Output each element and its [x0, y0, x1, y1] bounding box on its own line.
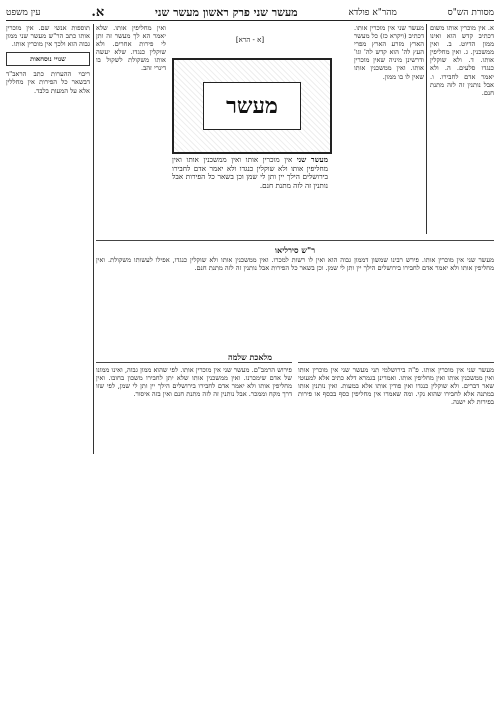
page-header — [6, 4, 494, 21]
mishna-block — [172, 156, 328, 234]
lower-right-commentary — [298, 362, 494, 712]
middle-commentary-heading: ר"ש סירליאו — [274, 245, 316, 255]
commentary-top-right — [354, 24, 424, 234]
left-margin-column — [6, 24, 94, 454]
decorative-title-frame — [172, 58, 332, 154]
lower-left-commentary — [96, 362, 292, 712]
header-left-ref: עין משפט — [6, 7, 41, 18]
lower-left-text: פירוש הרמב"ם. מעשר שני אין מוכרין אותו. לפי שהוא ממון גבוה, ואינו ממונו של אדם שימכרנו. ואין ממשכנין אותו שלא יתן לחבירו משכון בחובו. ואין מחליפין אותו ולא יאמר אדם לחבירו בירושלים הילך יין ותן לי שמן, לפי שזו דרך מקח וממכר. אבל נותנין זה לזה מתנת חנם ואין בזה איסור. — [96, 366, 292, 399]
commentary-top-left-text: ואין מחליפין אותו. שלא יאמר הא לך מעשר זה ותן לי פירות אחרים. ולא שוקלין כנגדו. שלא יעשה אותו משקולת לשקול בו דינרי זהב. — [96, 24, 166, 73]
right-margin-text: א. אין מוכרין אותו משום דכתיב קדש הוא ואינו ממון הדיוט. ב. ואין ממשכנין. ג. ואין מחליפין אותו. ד. ולא שוקלין כנגדו סלעים. ה. ולא יאמר אדם לחבירו. ו. אבל נותנין זה לזה מתנת חנם. — [430, 24, 494, 97]
title-note: [א - הרא] — [235, 36, 265, 44]
middle-commentary-text: מעשר שני אין מוכרין אותו. פירש רבינו שמשון דממון גבוה הוא ואין לו רשות למכרו. ואין ממשכנין אותו ולא שוקלין כנגדו, אפילו לעשותו משקולת. ואין מחליפין אותו ולא יאמר אדם לחבירו בירושלים הילך יין ותן לי שמן. וכן בשאר כל הפירות אבל נותנין זה לזה מתנת חנם. — [96, 256, 494, 273]
lower-right-text: מעשר שני אין מוכרין אותו. פ"ה בירושלמי תני מעשר שני אין מוכרין אותו ואין ממשכנין אותו ואין מחליפין אותו. ואמרינן בגמרא דלא כתיב אלא למעוטי שאר דברים. ולא שוקלין כנגדו ואין פודין אותו אלא במעות. ואין נותנין אותו במתנה אלא לחבירו שהוא נקי. ומה שאמרו אין מחליפין כסף בכסף או פירות בפירות לא ישנה. — [298, 366, 494, 407]
right-margin-column — [426, 24, 494, 234]
header-right-ref: מסורת הש"ס — [447, 7, 494, 18]
mishna-text: אין מוכרין אותו ואין ממשכנין אותו ואין מחליפין אותו ולא שוקלין כנגדו ולא יאמר אדם לחבירו בירושלים הילך יין ותן לי שמן וכן בשאר כל הפירות אבל נותנין זה לזה מתנת חנם. — [172, 156, 328, 190]
left-margin-top-text: תוספות אנשי שם. אין מוכרין אותו כתב הר"ש מעשר שני ממון גבוה הוא ולכך אין מוכרין אותו. — [6, 24, 90, 49]
header-center-title: מעשר שני פרק ראשון מעשר שני — [155, 5, 298, 19]
commentary-top-right-text: מעשר שני אין מוכרין אותו. דכתיב (ויקרא כז) כל מעשר הארץ מזרע הארץ מפרי העץ לה' הוא קדש לה' וגו' ודרשינן מיניה שאין מוכרין אותו. ואין ממשכנין אותו שאין לו בו ממון. — [354, 24, 424, 81]
folio-number: א. — [91, 5, 105, 20]
left-margin-bottom-text: ריבוי ההערות כתב הראב"ד דבשאר כל הפירות אין מחללין אלא על המעות בלבד. — [6, 70, 90, 95]
mishna-lead: מעשר שני — [296, 156, 328, 164]
commentary-top-left — [96, 24, 166, 234]
header-chapter: מהר"א פולדא — [348, 7, 397, 18]
lower-section-heading: מלאכת שלמה — [228, 352, 272, 362]
variant-readings-box: שנויי נוסחאות — [6, 52, 90, 66]
tractate-title: מעשר — [203, 82, 301, 130]
middle-commentary — [96, 240, 494, 362]
